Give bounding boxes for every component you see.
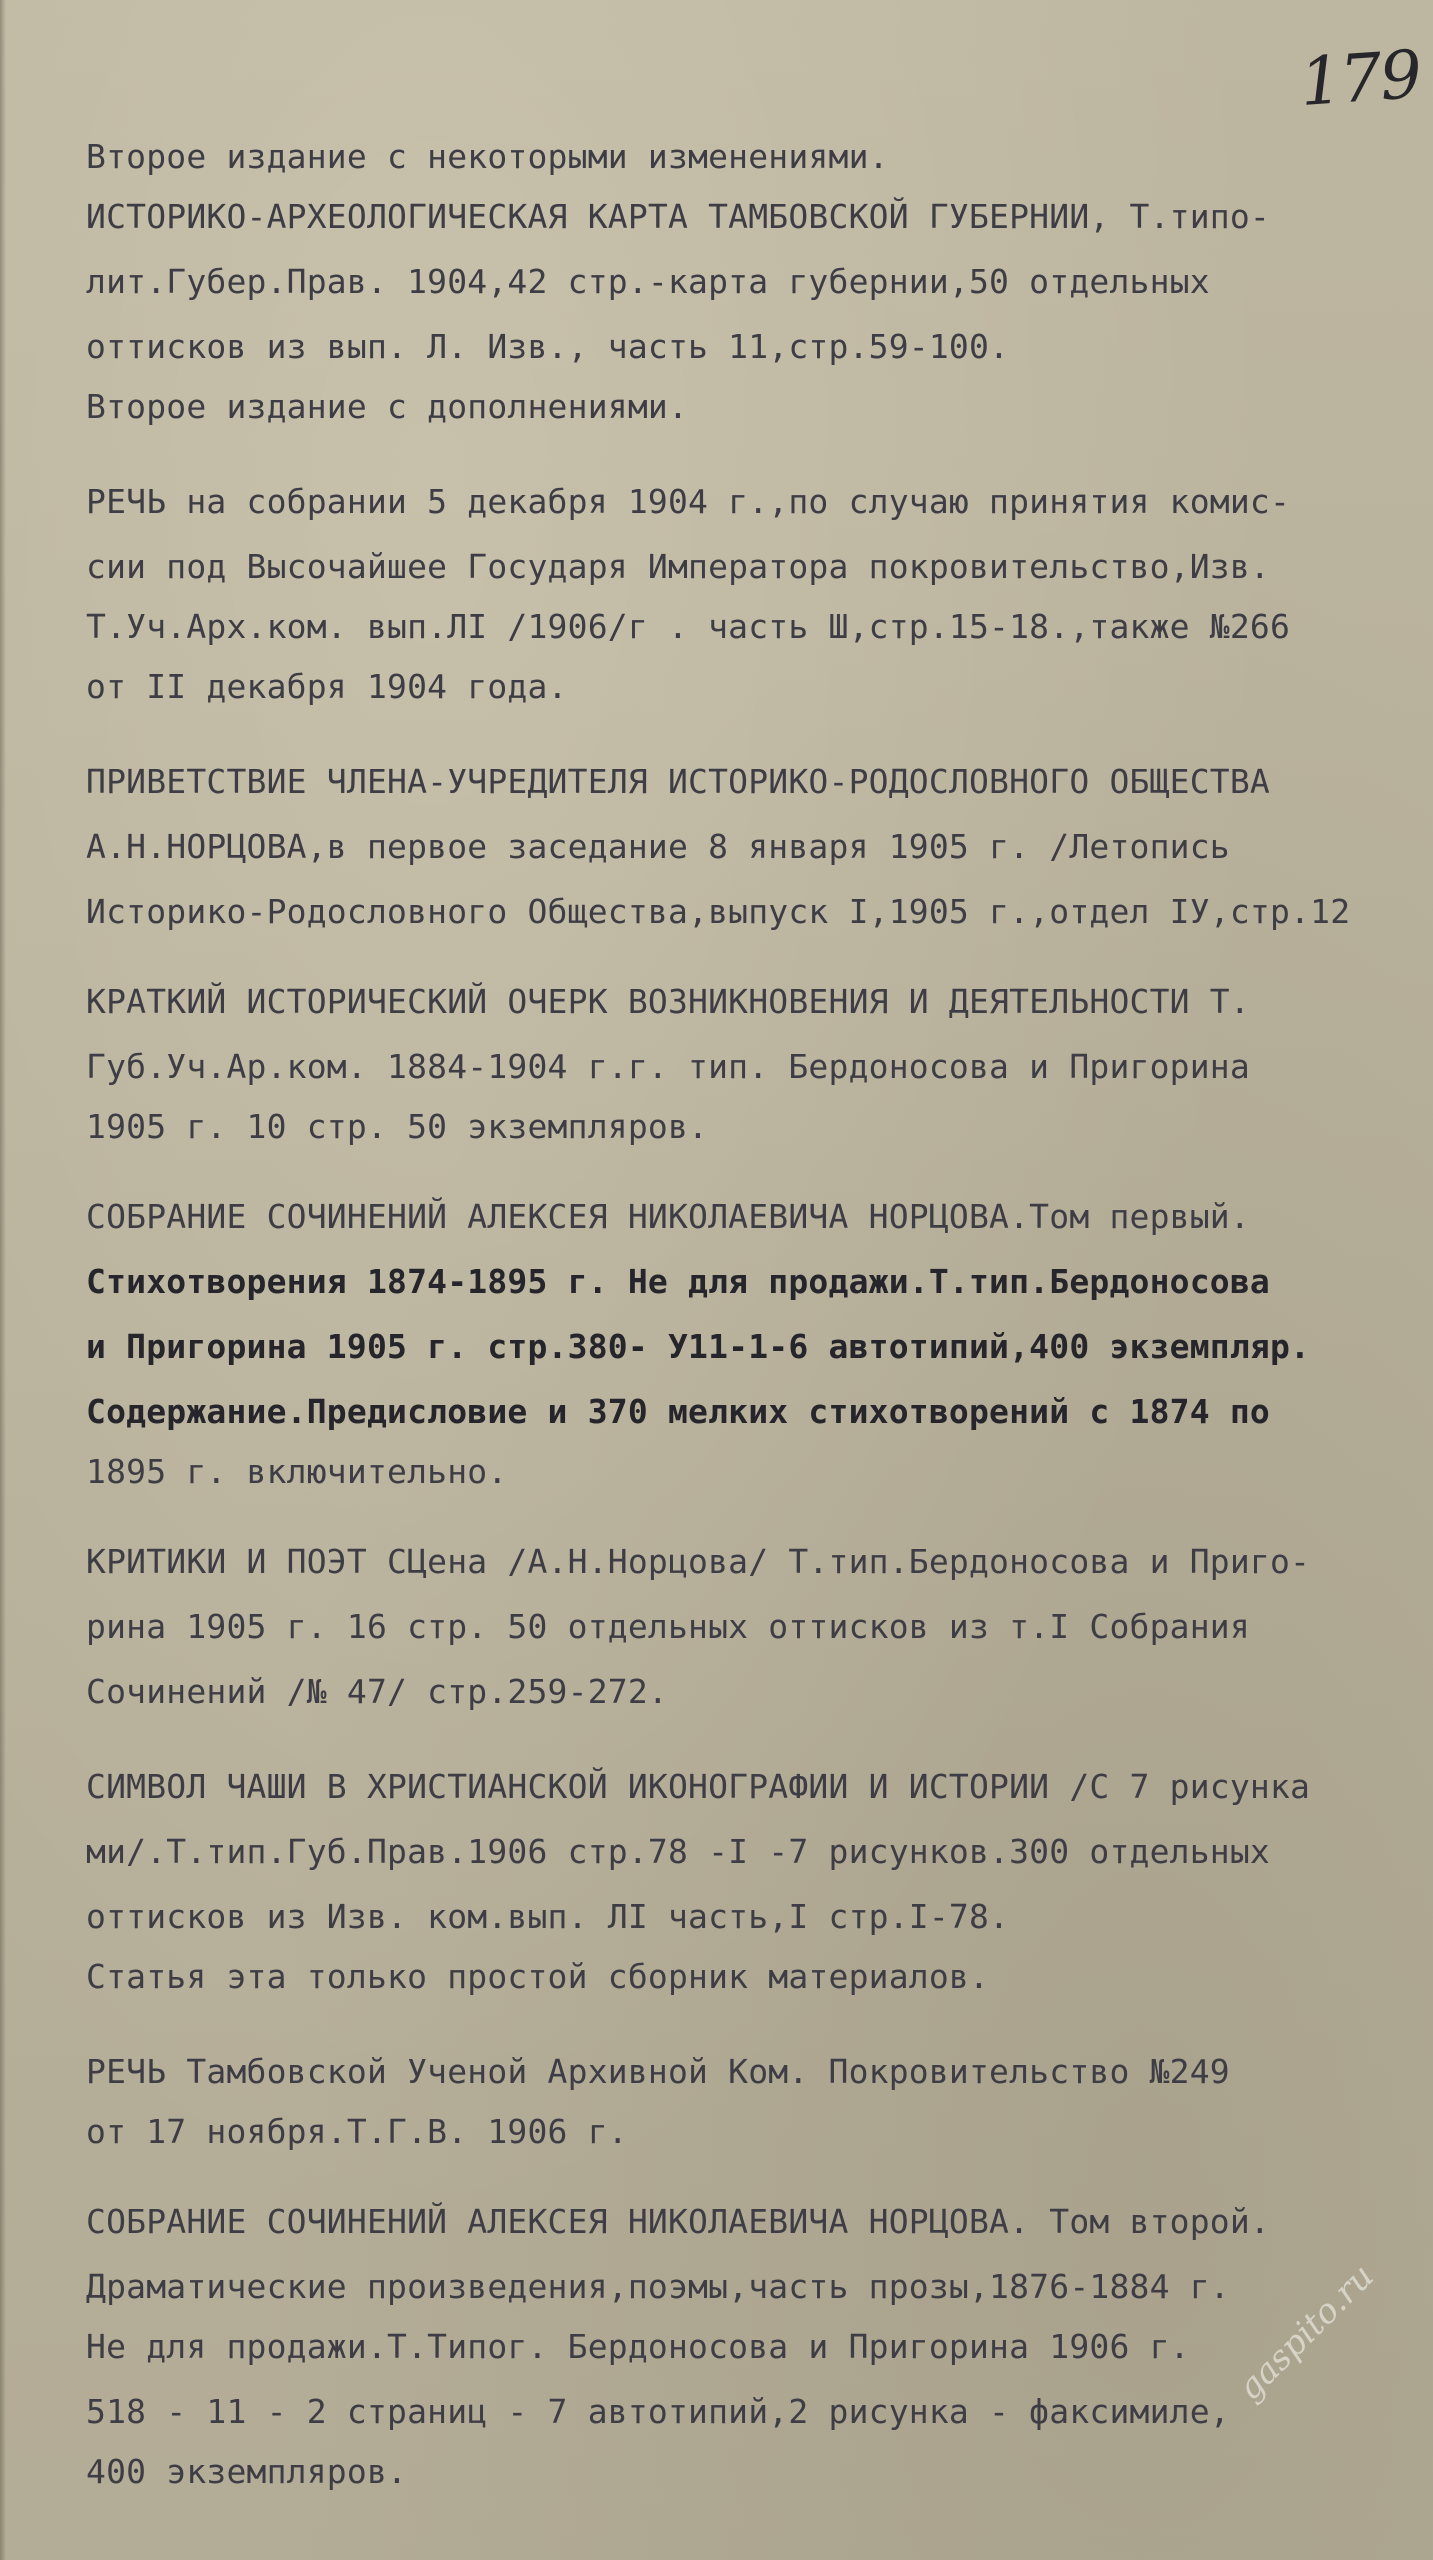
text-line: ПРИВЕТСТВИЕ ЧЛЕНА-УЧРЕДИТЕЛЯ ИСТОРИКО-РОДОСЛОВНОГО ОБЩЕСТВА <box>86 762 1270 801</box>
text-line: Т.Уч.Арх.ком. вып.ЛI /1906/г . часть Ш,стр.15-18.,также №266 <box>86 607 1291 646</box>
text-line: оттисков из вып. Л. Изв., часть 11,стр.59-100. <box>86 327 1010 366</box>
text-line: КРИТИКИ И ПОЭТ СЦена /А.Н.Норцова/ Т.тип.Бердоносова и Приго- <box>86 1542 1311 1581</box>
site-watermark: gaspito.ru <box>1230 2256 1382 2409</box>
text-line: оттисков из Изв. ком.вып. ЛI часть,I стр.I-78. <box>86 1897 1010 1936</box>
page-edge-shadow <box>0 0 6 2560</box>
text-line: лит.Губер.Прав. 1904,42 стр.-карта губернии,50 отдельных <box>86 262 1210 301</box>
text-line: и Пригорина 1905 г. стр.380- У11-1-6 автотипий,400 экземпляр. <box>86 1327 1311 1366</box>
text-line: Второе издание с некоторыми изменениями. <box>86 137 889 176</box>
text-line: КРАТКИЙ ИСТОРИЧЕСКИЙ ОЧЕРК ВОЗНИКНОВЕНИЯ И ДЕЯТЕЛЬНОСТИ Т. <box>86 982 1250 1021</box>
text-line: Драматические произведения,поэмы,часть прозы,1876-1884 г. <box>86 2267 1230 2306</box>
text-line: от II декабря 1904 года. <box>86 667 568 706</box>
text-line: СИМВОЛ ЧАШИ В ХРИСТИАНСКОЙ ИКОНОГРАФИИ И ИСТОРИИ /С 7 рисунка <box>86 1767 1311 1806</box>
text-line: Не для продажи.Т.Типог. Бердоносова и Пригорина 1906 г. <box>86 2327 1190 2366</box>
text-line: Губ.Уч.Ар.ком. 1884-1904 г.г. тип. Бердоносова и Пригорина <box>86 1047 1250 1086</box>
text-line: Второе издание с дополнениями. <box>86 387 689 426</box>
folio-number: 179 <box>1297 35 1423 122</box>
text-line: СОБРАНИЕ СОЧИНЕНИЙ АЛЕКСЕЯ НИКОЛАЕВИЧА НОРЦОВА.Том первый. <box>86 1197 1250 1236</box>
text-line: от 17 ноября.Т.Г.В. 1906 г. <box>86 2112 628 2151</box>
text-line: 400 экземпляров. <box>86 2452 408 2491</box>
text-line: ми/.Т.тип.Губ.Прав.1906 стр.78 -I -7 рисунков.300 отдельных <box>86 1832 1270 1871</box>
text-line: сии под Высочайшее Государя Императора покровительство,Изв. <box>86 547 1270 586</box>
text-line: Сочинений /№ 47/ стр.259-272. <box>86 1672 668 1711</box>
text-line: Статья эта только простой сборник материалов. <box>86 1957 990 1996</box>
text-line: РЕЧЬ Тамбовской Ученой Архивной Ком. Покровительство №249 <box>86 2052 1230 2091</box>
text-line: рина 1905 г. 16 стр. 50 отдельных оттисков из т.I Собрания <box>86 1607 1250 1646</box>
text-line: 1895 г. включительно. <box>86 1452 508 1491</box>
text-line: Историко-Родословного Общества,выпуск I,1905 г.,отдел IУ,стр.12 <box>86 892 1351 931</box>
text-line: СОБРАНИЕ СОЧИНЕНИЙ АЛЕКСЕЯ НИКОЛАЕВИЧА НОРЦОВА. Том второй. <box>86 2202 1270 2241</box>
text-line: ИСТОРИКО-АРХЕОЛОГИЧЕСКАЯ КАРТА ТАМБОВСКОЙ ГУБЕРНИИ, Т.типо- <box>86 197 1270 236</box>
text-line: 1905 г. 10 стр. 50 экземпляров. <box>86 1107 709 1146</box>
text-line: 518 - 11 - 2 страниц - 7 автотипий,2 рисунка - факсимиле, <box>86 2392 1230 2431</box>
text-line: А.Н.НОРЦОВА,в первое заседание 8 января 1905 г. /Летопись <box>86 827 1230 866</box>
text-line: Содержание.Предисловие и 370 мелких стихотворений с 1874 по <box>86 1392 1270 1431</box>
text-line: РЕЧЬ на собрании 5 декабря 1904 г.,по случаю принятия комис- <box>86 482 1291 521</box>
text-line: Стихотворения 1874-1895 г. Не для продажи.Т.тип.Бердоносова <box>86 1262 1270 1301</box>
